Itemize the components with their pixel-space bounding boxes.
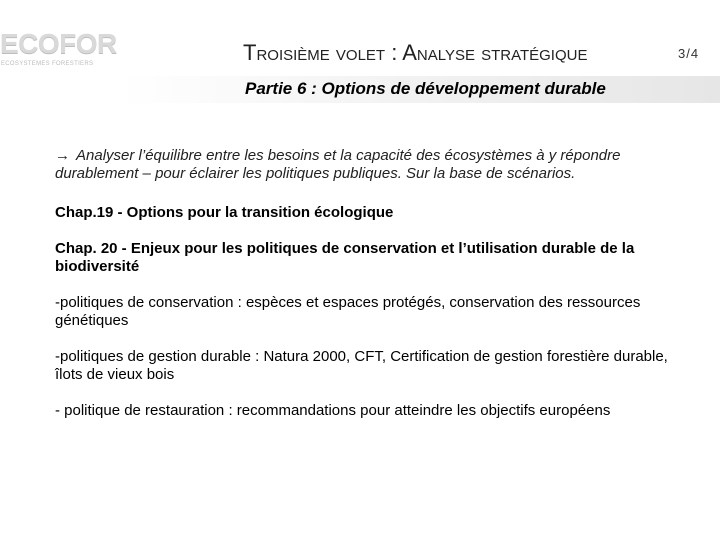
page-number: 3/4 xyxy=(678,46,700,61)
slide-body xyxy=(55,147,680,420)
chapter-20-heading: Chap. 20 - Enjeux pour les politiques de conservation et l’utilisation durable de la biodiversité xyxy=(55,240,635,275)
chapter-19-heading: Chap.19 - Options pour la transition écologique xyxy=(55,204,394,221)
intro-paragraph xyxy=(55,147,680,183)
arrow-icon: → xyxy=(55,147,70,164)
intro-text: Analyser l’équilibre entre les besoins et la capacité des écosystèmes à y répondre durablement – pour éclairer les politiques publiques. Sur la base de scénarios. xyxy=(55,147,621,182)
policy-item-restauration: - politique de restauration : recommandations pour atteindre les objectifs européens xyxy=(55,402,611,419)
policy-item-gestion: -politiques de gestion durable : Natura 2000, CFT, Certification de gestion forestière durable, îlots de vieux bois xyxy=(55,348,668,383)
slide-subtitle: Partie 6 : Options de développement durable xyxy=(245,79,606,98)
policy-item-conservation: -politiques de conservation : espèces et espaces protégés, conservation des ressources génétiques xyxy=(55,294,641,329)
ecofor-logo xyxy=(0,28,120,78)
slide-title: Troisième volet : Analyse stratégique xyxy=(243,40,588,65)
logo-tagline: ECOSYSTEMES FORESTIERS xyxy=(1,61,94,67)
logo-wordmark: ECOFOR xyxy=(0,28,117,59)
